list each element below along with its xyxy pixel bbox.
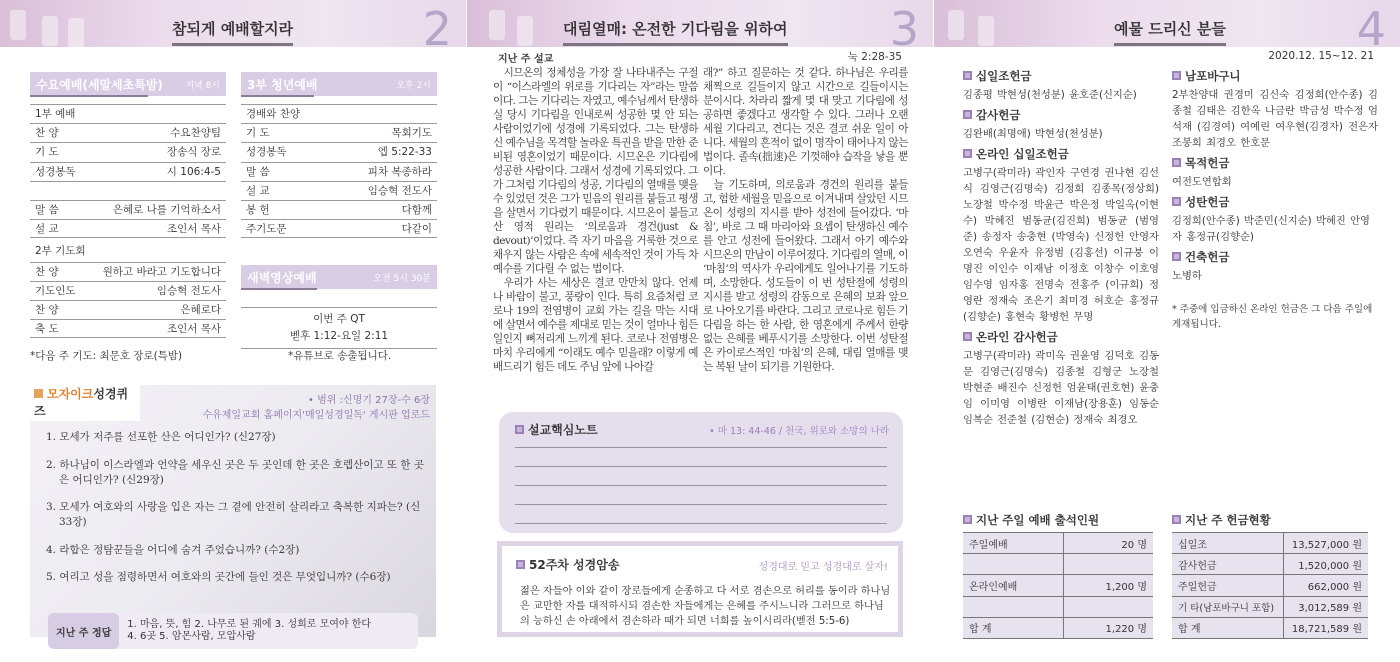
row-label: 기도인도	[35, 284, 76, 297]
offering-title	[963, 107, 1159, 123]
range-text: • 범위 :신명기 27장-수 6장	[308, 395, 430, 406]
offering-title	[963, 329, 1159, 345]
table-row	[30, 200, 226, 219]
offering-names: 노병하	[1172, 270, 1202, 282]
quiz-title	[30, 383, 140, 421]
table-row	[30, 300, 226, 319]
row-label: 온라인예배	[963, 575, 1064, 596]
note-line	[515, 447, 887, 448]
offering-title	[963, 146, 1159, 162]
table-row	[1172, 617, 1368, 638]
page-header	[0, 0, 466, 56]
row-label: 설 교	[246, 184, 270, 197]
offerings-left	[963, 68, 1159, 432]
offering-title-text: 성탄헌금	[1185, 195, 1230, 209]
notes-reference: • 마 13: 44-46 / 천국, 위로와 소망의 나라	[709, 426, 889, 437]
offering-title-text: 건축헌금	[1185, 250, 1230, 264]
service-time: 오후 2시	[396, 81, 431, 91]
row-value: 18,721,589 원	[1283, 617, 1368, 638]
part2-table	[30, 242, 226, 338]
square-bullet-icon	[963, 332, 972, 341]
row-label: 찬 양	[35, 127, 59, 140]
row-value: 다같이	[401, 223, 432, 236]
row-value: 1,520,000 원	[1283, 554, 1368, 575]
online-offering-note: * 주중에 입금하신 온라인 헌금은 그 다음 주일에 게재됩니다.	[1172, 304, 1373, 330]
sermon-paragraph: 우리가 사는 세상은 결코 만만치 않다. 언제나 바람이 불고, 풍랑이 인다. 특히 요즘처럼 코로나 19의 전염병이 교회 가는 길을 막는 시대에 살면서 예수를 제대로 믿는 것이 얼마나 힘든 일인지 뼈저리게 느끼게 된다. 코로나 전염병은 마치 우리에게 “이래도 예수 믿을래? 이렇게 예배드리기 힘든 데도 주님 앞에 나아갈	[493, 277, 699, 373]
offering-title-text: 온라인 감사헌금	[976, 330, 1058, 344]
offerings-right	[1172, 68, 1378, 332]
sermon-notes-box	[499, 412, 903, 533]
square-bullet-icon	[1172, 71, 1181, 80]
section-title: 새벽영상예배	[247, 271, 317, 285]
candle-decoration	[948, 10, 964, 40]
table-row	[241, 104, 437, 123]
row-label: 말 씀	[35, 203, 59, 216]
row-label: 합 계	[1172, 617, 1283, 638]
quiz-title-rest: 성경퀴즈	[34, 387, 129, 418]
quiz-questions	[46, 430, 431, 598]
sermon-label: 지난 주 설교	[498, 54, 554, 65]
youth-service	[241, 72, 437, 238]
square-bullet-icon	[1172, 515, 1181, 524]
page-2-worship	[0, 0, 466, 662]
offering-title	[1172, 155, 1378, 171]
answers-text	[119, 619, 371, 643]
section-header	[241, 72, 437, 96]
page-title: 참되게 예배할지라	[172, 18, 293, 46]
bible-quiz	[30, 385, 436, 642]
row-label: 감사헌금	[1172, 554, 1283, 575]
quiz-question: 4. 라합은 정탐꾼들을 어디에 숨겨 주었습니까? (수2장)	[46, 543, 300, 556]
table-title	[1172, 512, 1368, 528]
table-row	[30, 162, 226, 181]
table-row	[30, 242, 226, 261]
row-label: 말 씀	[246, 165, 270, 178]
page-number: 4	[1356, 2, 1386, 56]
note-line	[515, 504, 887, 505]
row-label: 기 타(남포바구니 포함)	[1172, 596, 1283, 617]
next-week-prayer-note: *다음 주 기도: 최문호 장로(특밤)	[30, 350, 183, 362]
page-header	[467, 0, 933, 56]
row-value: 662,000 원	[1283, 575, 1368, 596]
memory-title-text: 52주차 성경암송	[529, 558, 620, 572]
quiz-title-mosaic: 모자이크	[47, 387, 94, 401]
table-row	[30, 104, 226, 123]
table-row	[241, 219, 437, 238]
qt-range: 벧후 1:12-요일 2:11	[289, 330, 389, 342]
row-value: 장송식 장로	[166, 146, 221, 159]
table-row	[30, 142, 226, 161]
section-header	[241, 265, 437, 289]
table-row	[30, 319, 226, 338]
row-value: 임승혁 전도사	[156, 284, 221, 297]
youtube-note: *유튜브로 송출됩니다.	[288, 350, 392, 362]
offering-title-text: 목적헌금	[1185, 156, 1230, 170]
sermon-paragraph: 시므온의 정체성을 가장 잘 나타내주는 구절이 “이스라엘의 위로를 기다리는 자”라는 말씀이다. 그는 기다리는 자였고, 예수님께서 탄생하실 당시 기다림을 인내로써 성공한 몇 안 되는 사람이었기에 성경에 기록되었다. 그는 탄생하신 예수님을 목격할 놀라운 특권을 받을 만한 준비된 영혼이었기 때문이다. 시므온은 기다림에 성공한 사람이다. 그래서 성경에 기록되었다. 그가 그처럼 기다림의 성공, 기다림의 열매를 맺을 수 있었던 것은 그가 믿음의 원리를 붙들고 평생을 살면서 기다렸기 때문이다. 시므온이 붙들고 산 영적 원리는 ‘의로움과 경건(just & devout)’이었다. 즉 자기 마음을 거룩한 것으로 채우지 않는 사람은 속에 세속적인 것이 가득 차 예수를 기다릴 수 없는 법이다.	[493, 67, 699, 275]
note-line	[515, 485, 887, 486]
square-bullet-icon	[1172, 252, 1181, 261]
row-value	[1064, 596, 1153, 617]
row-value: 엡 5:22-33	[377, 146, 432, 159]
part-label: 1부 예배	[35, 108, 76, 120]
square-bullet-icon	[34, 389, 43, 398]
sermon-paragraph: 래?” 하고 질문하는 것 같다. 하나님은 우리를 채찍으로 길들이지 않고 시간으로 길들이시는 분이시다. 차라리 짧게 몇 대 맞고 기다림에 성공하면 좋겠다고 생각할 수 있다. 그러나 오랜 세월 기다리고, 견디는 것은 결코 쉬운 일이 아니다. 세월의 흔적이 없이 명작이 태어나지 않는 법이다. 졸속(拙速)은 기껏해야 습작을 낳을 뿐이다.	[703, 67, 909, 177]
notes-title	[515, 421, 598, 438]
candle-decoration	[42, 16, 58, 46]
row-label: 주기도문	[246, 223, 287, 236]
scripture-reference: 눅 2:28-35	[847, 51, 902, 63]
row-value	[1064, 554, 1153, 575]
section-title: 3부 청년예배	[247, 78, 318, 92]
row-label: 십일조	[1172, 533, 1283, 554]
memory-verse-box	[497, 541, 903, 637]
attendance-table	[963, 512, 1153, 639]
table-row	[1172, 575, 1368, 596]
table-row	[963, 554, 1153, 575]
square-bullet-icon	[963, 71, 972, 80]
answers-line: 1. 마음, 뜻, 힘 2. 나무로 된 궤에 3. 성회로 모여야 한다	[127, 619, 372, 630]
page-number: 2	[422, 2, 452, 56]
table-row	[963, 617, 1153, 638]
row-label: 찬 양	[35, 265, 59, 278]
offering-names: 고병구(곽미라) 곽미옥 권윤영 김덕호 김동문 김영근(김명숙) 김종철 김형군 노장철 박현준 배진수 신정헌 엄윤태(권호현) 윤충임 이미영 이병란 이재남(장용훈) 임동순 임복순 전준철 (김현순) 정재숙 최경오	[963, 350, 1159, 426]
table-row	[1172, 533, 1368, 554]
qt-label: 이번 주 QT	[313, 313, 365, 325]
page-3-sermon	[467, 0, 933, 662]
table-row	[241, 200, 437, 219]
offering-title	[1172, 68, 1378, 84]
table-row	[241, 123, 437, 142]
row-label: 기 도	[246, 127, 270, 140]
table-row	[30, 181, 226, 200]
page-4-offerings	[934, 0, 1400, 662]
finance-table	[1172, 512, 1368, 639]
table-title-text: 지난 주 헌금현황	[1185, 513, 1271, 527]
notes-title-text: 설교핵심노트	[528, 423, 598, 437]
table-row	[1172, 596, 1368, 617]
row-label: 축 도	[35, 323, 59, 336]
row-label: 봉 헌	[246, 203, 270, 216]
upload-text: 수유제일교회 홈페이지'매일성경일독' 게시판 업로드	[202, 410, 430, 421]
row-label: 경배와 찬양	[246, 108, 301, 120]
date-range: 2020.12. 15~12. 21	[1268, 50, 1374, 62]
page-number: 3	[889, 2, 919, 56]
row-label: 성경봉독	[35, 165, 76, 178]
table-title	[963, 512, 1153, 528]
quiz-question: 2. 하나님이 이스라엘과 언약을 세우신 곳은 두 곳인데 한 곳은 호렙산이고 또 한 곳은 어디인가? (신29장)	[46, 458, 424, 486]
last-week-answers	[48, 613, 418, 649]
row-value: 13,527,000 원	[1283, 533, 1368, 554]
memory-slogan: 성경대로 믿고 성경대로 살자!	[758, 562, 888, 573]
table-row	[241, 181, 437, 200]
offering-names: 김완배(최명애) 박현성(천성분)	[963, 128, 1103, 140]
offering-title	[963, 68, 1159, 84]
part1-table	[30, 104, 226, 238]
offering-names: 김정희(안수종) 박준민(신지순) 박혜진 안영자 홍정규(김향순)	[1172, 215, 1370, 243]
page-title: 예물 드리신 분들	[1114, 18, 1226, 46]
square-bullet-icon	[1172, 158, 1181, 167]
row-value: 3,012,589 원	[1283, 596, 1368, 617]
candle-decoration	[68, 18, 84, 48]
offering-title-text: 온라인 십일조헌금	[976, 147, 1069, 161]
offering-title	[1172, 194, 1378, 210]
row-label: 주일예배	[963, 533, 1064, 554]
offering-names: 2부찬양대 권경미 김신숙 김정희(안수종) 김종철 김태은 김한옥 나금란 박금성 박수정 엄석재 (김경여) 여예린 여우현(김경자) 전은자 조봉희 최경오 한호문	[1172, 89, 1378, 149]
row-label: 성경봉독	[246, 146, 287, 159]
row-value: 수요찬양팀	[170, 127, 221, 140]
table-row	[30, 219, 226, 238]
square-bullet-icon	[963, 515, 972, 524]
table-row	[30, 281, 226, 300]
offering-names: 김종평 박현성(천성분) 윤호준(신지순)	[963, 89, 1137, 101]
page-title: 대림열매: 온전한 기다림을 위하여	[563, 18, 788, 46]
square-bullet-icon	[963, 110, 972, 119]
row-label	[963, 596, 1064, 617]
sermon-paragraph: 늘 기도하며, 의로움과 경건의 원리를 붙들고, 험한 세월을 믿음으로 이겨내며 살았던 시므온이 성령의 지시를 받아 성전에 들어갔다. ‘마침’, 바로 그 때 마리아와 요셉이 탄생하신 예수를 안고 성전에 들어왔다. 그래서 아기 예수와 시므온의 만남이 이루어졌다. 기다림의 열매, 이 ‘마침’의 역사가 우리에게도 일어나기를 기도하며, 소망한다. 성도들이 이 번 성탄절에 성령의 지시를 받고 성령의 감동으로 은혜의 보좌 앞으로 나아오기를 바란다. 그리고 코로나로 힘든 기다림을 하는 한 사람, 한 영혼에게 주께서 한량없는 은혜를 베푸시기를 소망한다. 이번 성탄절은 카이로스적인 ‘마침’의 은혜, 대림 열매를 맺는 복된 날이 되기를 기원한다.	[703, 179, 909, 373]
sermon-column-2	[703, 66, 908, 374]
qt-box	[241, 307, 437, 349]
row-label: 찬 양	[35, 303, 59, 316]
quiz-question: 5. 여리고 성을 점령하면서 여호와의 곳간에 들인 것은 무엇입니까? (수6장)	[46, 571, 391, 583]
offering-names: 여전도연합회	[1172, 176, 1232, 188]
candle-decoration	[10, 10, 26, 40]
row-label: 주일헌금	[1172, 575, 1283, 596]
offering-title-text: 남포바구니	[1185, 69, 1241, 83]
table-row	[241, 142, 437, 161]
quiz-question: 1. 모세가 저주를 선포한 산은 어디인가? (신27장)	[46, 431, 276, 443]
offering-title-text: 감사헌금	[976, 108, 1021, 122]
memory-title	[516, 556, 619, 573]
service-time: 오전 5시 30분	[373, 274, 431, 284]
row-value: 은혜로다	[180, 303, 221, 316]
square-bullet-icon	[516, 560, 525, 569]
row-value: 피차 복종하라	[367, 165, 432, 178]
candle-decoration	[489, 10, 505, 40]
service-time: 저녁 8시	[185, 81, 220, 91]
row-label: 기 도	[35, 146, 59, 159]
note-line	[515, 523, 887, 524]
row-value: 조인서 목사	[166, 223, 221, 236]
row-value: 1,220 명	[1064, 617, 1153, 638]
dawn-service	[241, 265, 437, 349]
table-row	[963, 533, 1153, 554]
row-value: 임승혁 전도사	[367, 184, 432, 197]
row-value: 20 명	[1064, 533, 1153, 554]
part-label: 2부 기도회	[35, 245, 86, 258]
square-bullet-icon	[1172, 197, 1181, 206]
square-bullet-icon	[515, 425, 524, 434]
wednesday-service	[30, 72, 226, 338]
quiz-range	[202, 393, 430, 423]
table-title-text: 지난 주일 예배 출석인원	[976, 513, 1100, 527]
offering-title	[1172, 249, 1378, 265]
row-value: 은혜로 나를 기억하소서	[112, 203, 221, 216]
offering-names: 고병구(곽미라) 곽인자 구연경 권나현 김선식 김영근(김명숙) 김정희 김종목(정상희) 노장철 박수정 박윤근 박은정 박일옥(이현수) 박혜진 범동균(김진희) 범동균 (범영준) 송정자 송충현 (박영숙) 신정헌 안영자 오연숙 우윤자 유정범 (김홍선) 이규붕 이명진 이인수 이재남 이정호 이창수 이호영 임수영 임자홍 전명숙 전홍주 (이규희) 정영란 정재숙 조은기 최미경 허호순 홍정규(김향순) 홍현숙 황병헌 무명	[963, 167, 1159, 323]
table-row	[1172, 554, 1368, 575]
row-value: 다함께	[401, 203, 432, 216]
row-label: 설 교	[35, 223, 59, 236]
row-value: 1,200 명	[1064, 575, 1153, 596]
quiz-question: 3. 모세가 여호와의 사랑을 입은 자는 그 곁에 안전히 살리라고 축복한 지파는? (신33장)	[46, 501, 421, 528]
candle-decoration	[517, 16, 533, 46]
memory-verse-text: 젊은 자들아 이와 같이 장로들에게 순종하고 다 서로 겸손으로 허리를 동이라 하나님은 교만한 자를 대적하시되 겸손한 자들에게는 은혜를 주시느니라 그러므로 하나님의 능하신 손 아래에서 겸손하라 때가 되면 너희를 높이시리라(벧전 5:5-6)	[520, 586, 891, 627]
candle-decoration	[978, 16, 994, 46]
section-header	[30, 72, 226, 96]
table-row	[30, 262, 226, 281]
table-row	[963, 575, 1153, 596]
answers-line: 4. 6곳 5. 암몬사람, 모압사람	[127, 631, 256, 642]
table-row	[30, 123, 226, 142]
note-line	[515, 466, 887, 467]
row-value: 조인서 목사	[166, 323, 221, 336]
table-row	[963, 596, 1153, 617]
row-value: 목회기도	[391, 127, 432, 140]
offering-title-text: 십일조헌금	[976, 69, 1032, 83]
row-value: 시 106:4-5	[166, 165, 221, 178]
answers-label: 지난 주 정답	[48, 613, 119, 649]
row-label: 합 계	[963, 617, 1064, 638]
sermon-column-1	[493, 66, 698, 374]
table-row	[241, 162, 437, 181]
row-value: 원하고 바라고 기도합니다	[102, 265, 221, 278]
section-title: 수요예배(세말세초특밤)	[36, 78, 163, 92]
row-label	[963, 554, 1064, 575]
square-bullet-icon	[963, 149, 972, 158]
